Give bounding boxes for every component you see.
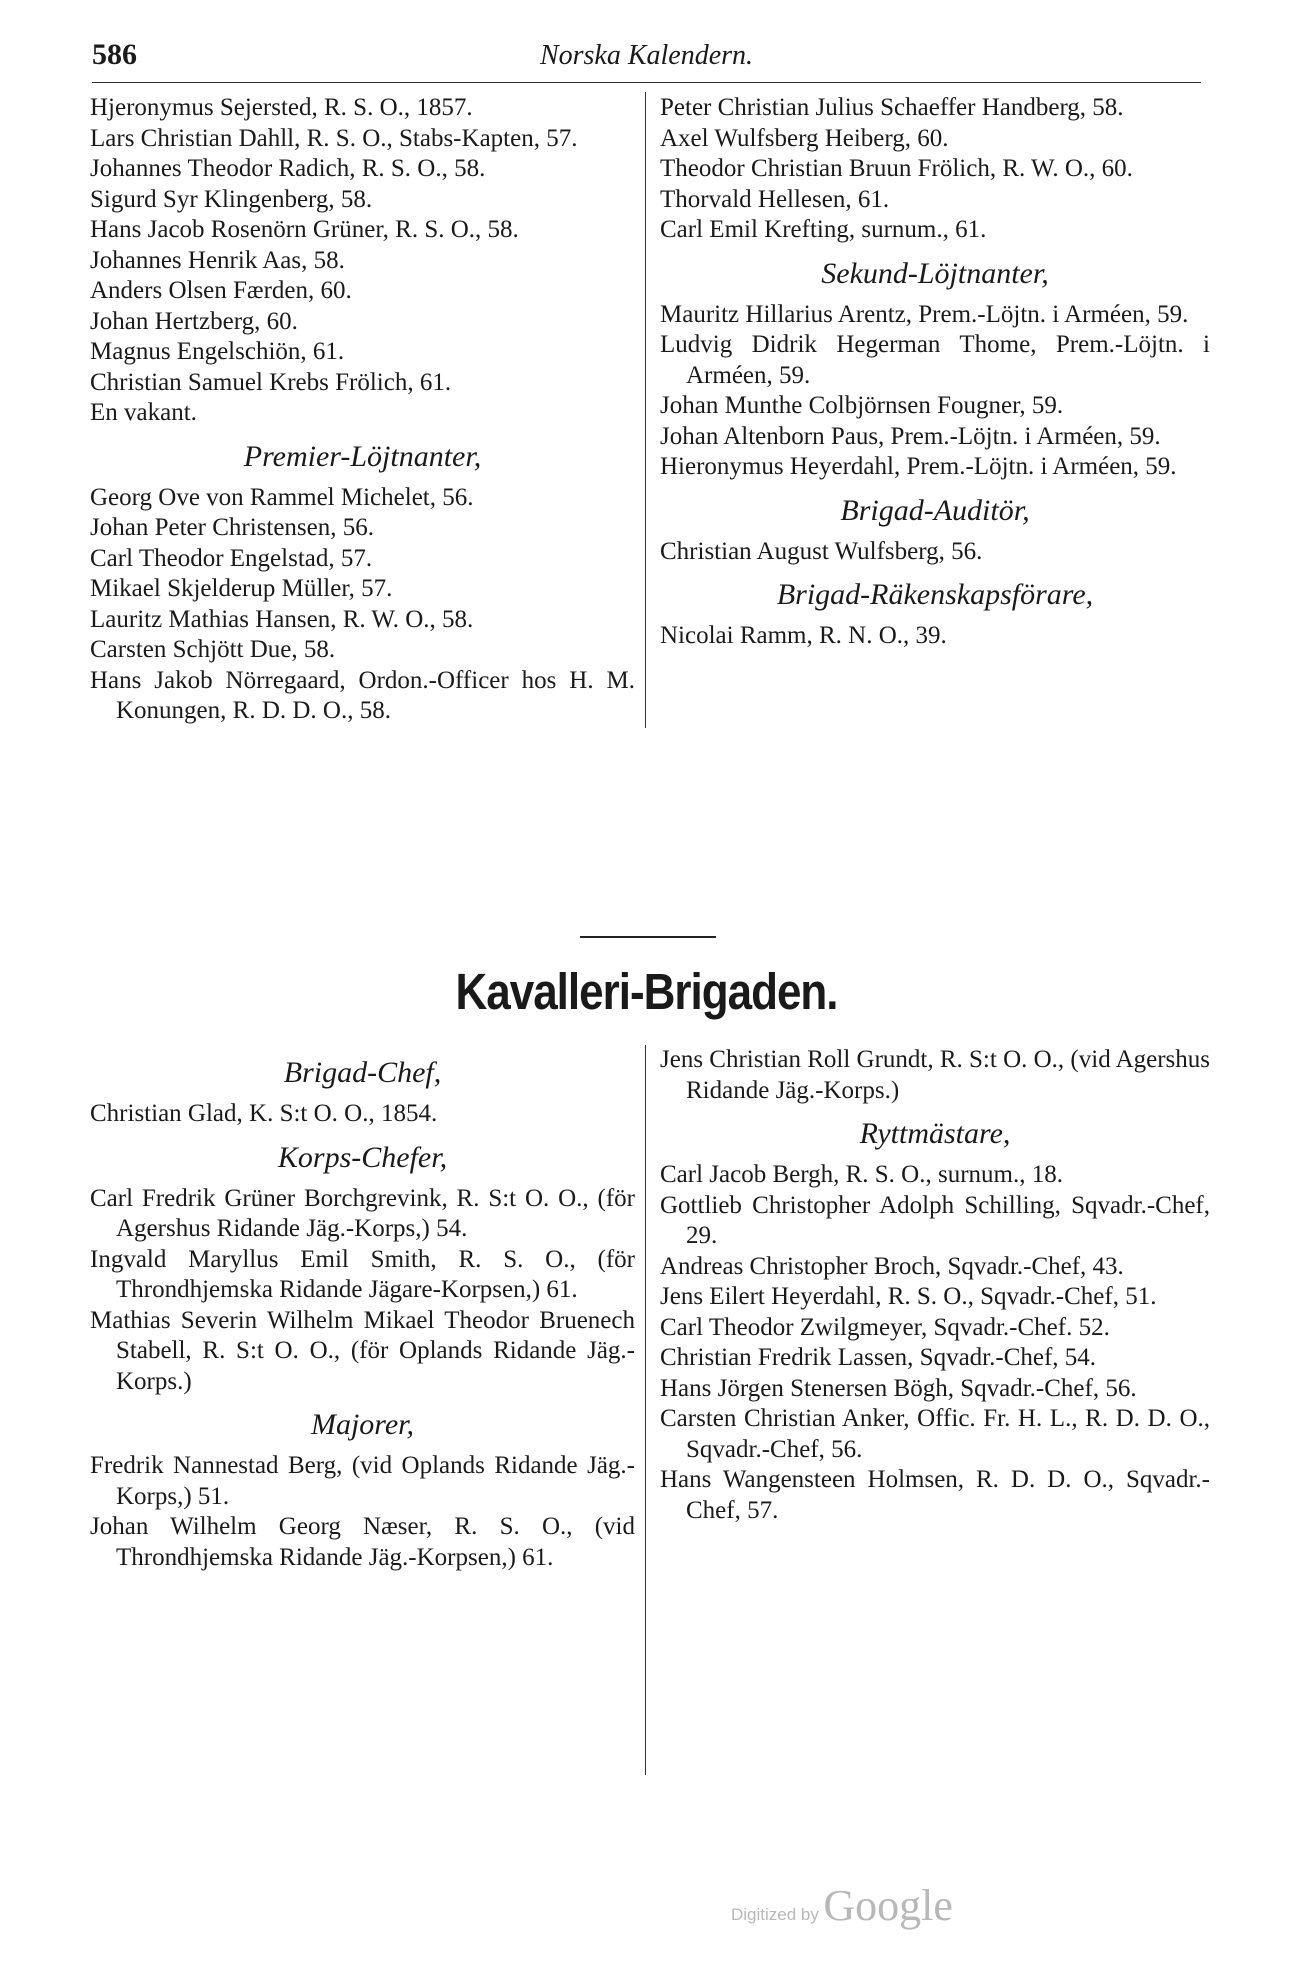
- roster-entry: Ludvig Didrik Hegerman Thome, Prem.-Löjtn. i Arméen, 59.: [660, 331, 1210, 389]
- bottom-left-column: [90, 1045, 635, 1573]
- roster-entry: Carl Emil Krefting, surnum., 61.: [660, 216, 987, 243]
- header-rule: [92, 82, 1201, 83]
- section-heading: Korps-Chefer,: [277, 1140, 448, 1174]
- roster-entry: Carsten Schjött Due, 58.: [90, 636, 336, 663]
- roster-entry: Thorvald Hellesen, 61.: [660, 185, 890, 213]
- section-heading: Brigad-Räkenskapsförare,: [776, 578, 1094, 611]
- column-divider-bottom: [645, 1045, 646, 1775]
- section-heading: Premier-Löjtnanter,: [243, 439, 482, 473]
- roster-entry: Gottlieb Christopher Adolph Schilling, Sqvadr.-Chef, 29.: [660, 1191, 1210, 1249]
- section-rule: [580, 936, 716, 938]
- roster-entry: Christian Samuel Krebs Frölich, 61.: [90, 368, 452, 396]
- roster-entry: Anders Olsen Færden, 60.: [90, 277, 352, 304]
- roster-entry: Peter Christian Julius Schaeffer Handberg, 58.: [660, 94, 1124, 121]
- page-header: [92, 38, 1201, 82]
- roster-entry: Ingvald Maryllus Emil Smith, R. S. O., (för Throndhjemska Ridande Jägare-Korpsen,) 61.: [90, 1245, 635, 1303]
- roster-entry: Mikael Skjelderup Müller, 57.: [90, 575, 393, 602]
- roster-entry: Johan Hertzberg, 60.: [90, 307, 298, 335]
- watermark-big: Google: [823, 1881, 953, 1930]
- roster-entry: Mathias Severin Wilhelm Mikael Theodor Bruenech Stabell, R. S:t O. O., (för Oplands Ridande Jäg.-Korps.): [90, 1306, 635, 1395]
- roster-entry: Hans Jacob Rosenörn Grüner, R. S. O., 58.: [90, 216, 519, 243]
- roster-entry: Jens Eilert Heyerdahl, R. S. O., Sqvadr.-Chef, 51.: [660, 1283, 1157, 1310]
- running-title: Norska Kalendern.: [539, 40, 754, 71]
- roster-entry: Lars Christian Dahll, R. S. O., Stabs-Kapten, 57.: [90, 124, 578, 152]
- roster-entry: Johannes Theodor Radich, R. S. O., 58.: [90, 155, 486, 182]
- page-number: 586: [92, 38, 137, 71]
- roster-entry: En vakant.: [90, 399, 197, 426]
- roster-entry: Carsten Christian Anker, Offic. Fr. H. L., R. D. D. O., Sqvadr.-Chef, 56.: [660, 1405, 1210, 1463]
- roster-entry: Hjeronymus Sejersted, R. S. O., 1857.: [90, 94, 473, 121]
- roster-entry: Theodor Christian Bruun Frölich, R. W. O., 60.: [660, 155, 1133, 182]
- roster-entry: Christian Glad, K. S:t O. O., 1854.: [90, 1100, 438, 1127]
- roster-entry: Andreas Christopher Broch, Sqvadr.-Chef, 43.: [660, 1252, 1124, 1280]
- roster-entry: Jens Christian Roll Grundt, R. S:t O. O., (vid Agershus Ridande Jäg.-Korps.): [660, 1046, 1211, 1104]
- section-title: Kavalleri-Brigaden.: [455, 964, 838, 1021]
- roster-entry: Magnus Engelschiön, 61.: [90, 338, 345, 365]
- section-heading: Brigad-Chef,: [283, 1056, 442, 1089]
- roster-entry: Johan Wilhelm Georg Næser, R. S. O., (vid Throndhjemska Ridande Jäg.-Korpsen,) 61.: [90, 1513, 635, 1571]
- section-heading: Brigad-Auditör,: [840, 493, 1030, 527]
- section-heading: Sekund-Löjtnanter,: [821, 256, 1049, 290]
- top-left-column: [90, 93, 635, 727]
- roster-entry: Hans Jörgen Stenersen Bögh, Sqvadr.-Chef, 56.: [660, 1374, 1137, 1402]
- roster-entry: Carl Theodor Zwilgmeyer, Sqvadr.-Chef. 52.: [660, 1313, 1110, 1341]
- roster-entry: Sigurd Syr Klingenberg, 58.: [90, 185, 373, 213]
- section-heading: Majorer,: [310, 1408, 415, 1441]
- roster-entry: Nicolai Ramm, R. N. O., 39.: [660, 622, 947, 649]
- roster-entry: Hans Wangensteen Holmsen, R. D. D. O., Sqvadr.-Chef, 57.: [660, 1466, 1210, 1524]
- top-right-column: [660, 93, 1210, 652]
- roster-entry: Georg Ove von Rammel Michelet, 56.: [90, 483, 474, 511]
- roster-entry: Johan Munthe Colbjörnsen Fougner, 59.: [660, 392, 1064, 419]
- roster-entry: Lauritz Mathias Hansen, R. W. O., 58.: [90, 605, 474, 633]
- roster-entry: Johannes Henrik Aas, 58.: [90, 246, 345, 274]
- roster-entry: Johan Peter Christensen, 56.: [90, 514, 374, 541]
- column-divider-top: [645, 92, 646, 728]
- roster-entry: Mauritz Hillarius Arentz, Prem.-Löjtn. i Arméen, 59.: [660, 300, 1189, 328]
- roster-entry: Johan Altenborn Paus, Prem.-Löjtn. i Arméen, 59.: [660, 422, 1161, 450]
- bottom-right-column: [660, 1045, 1210, 1526]
- roster-entry: Christian August Wulfsberg, 56.: [660, 537, 983, 565]
- section-heading: Ryttmästare,: [859, 1117, 1011, 1150]
- roster-entry: Carl Fredrik Grüner Borchgrevink, R. S:t O. O., (för Agershus Ridande Jäg.-Korps,) 54.: [90, 1184, 635, 1242]
- roster-entry: Fredrik Nannestad Berg, (vid Oplands Ridande Jäg.-Korps,) 51.: [90, 1452, 635, 1510]
- roster-entry: Axel Wulfsberg Heiberg, 60.: [660, 124, 949, 152]
- roster-entry: Carl Jacob Bergh, R. S. O., surnum., 18.: [660, 1161, 1063, 1188]
- roster-entry: Carl Theodor Engelstad, 57.: [90, 544, 373, 572]
- digitized-watermark: [731, 1880, 953, 1931]
- watermark-small: Digitized by: [731, 1905, 819, 1924]
- roster-entry: Hieronymus Heyerdahl, Prem.-Löjtn. i Arméen, 59.: [660, 453, 1177, 480]
- roster-entry: Christian Fredrik Lassen, Sqvadr.-Chef, 54.: [660, 1344, 1097, 1371]
- roster-entry: Hans Jakob Nörregaard, Ordon.-Officer hos H. M. Konungen, R. D. D. O., 58.: [90, 666, 635, 724]
